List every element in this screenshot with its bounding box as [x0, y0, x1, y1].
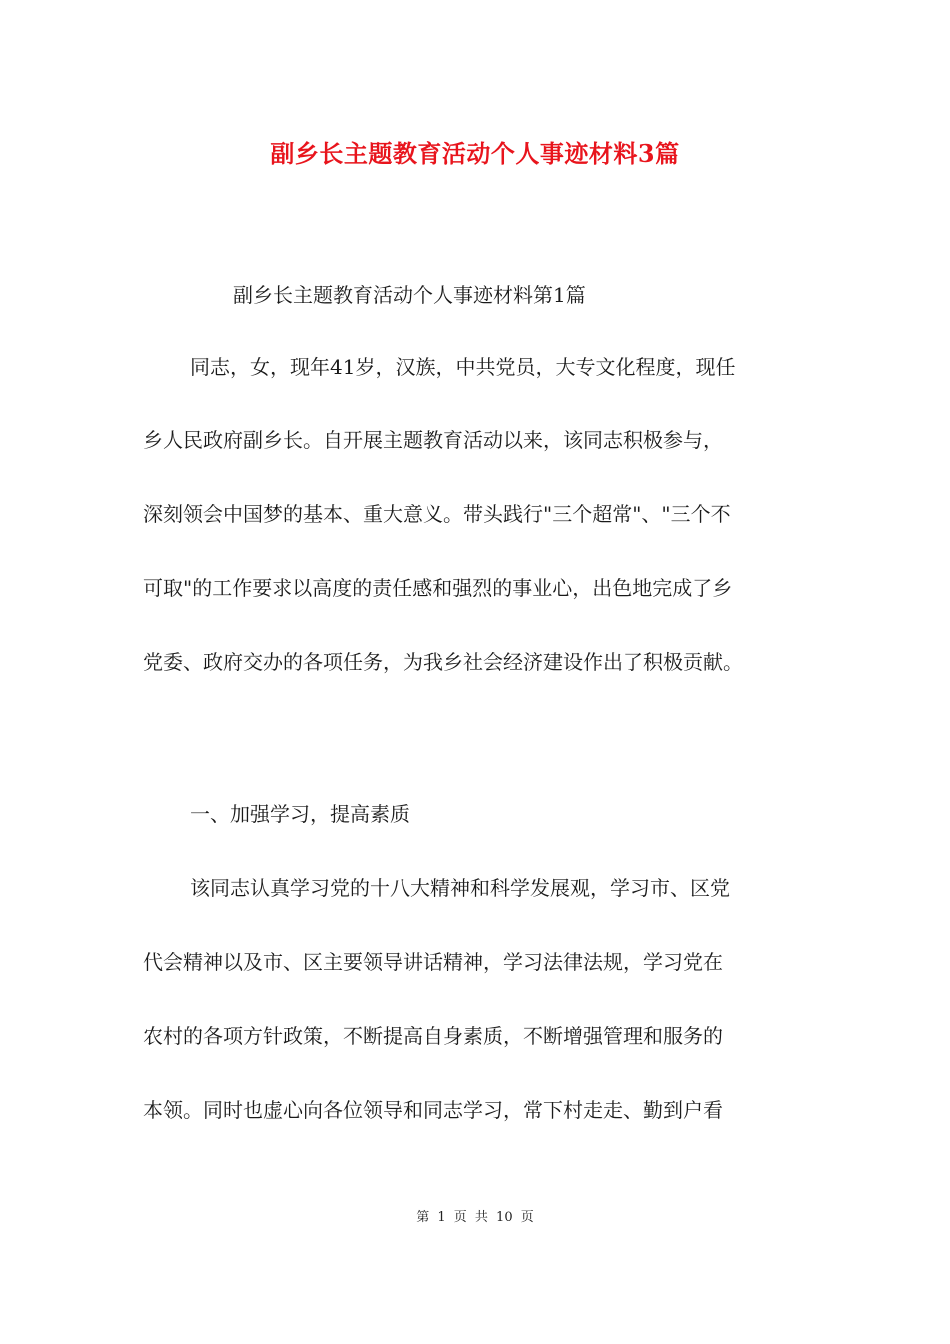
section-line-1: 该同志认真学习党的十八大精神和科学发展观，学习市、区党	[190, 876, 730, 900]
section-line-2: 代会精神以及市、区主要领导讲话精神，学习法律法规，学习党在	[143, 950, 723, 974]
section-heading: 一、加强学习，提高素质	[190, 802, 410, 826]
intro-line-4: 可取"的工作要求以高度的责任感和强烈的事业心，出色地完成了乡	[143, 576, 733, 600]
section-line-3: 农村的各项方针政策，不断提高自身素质，不断增强管理和服务的	[143, 1024, 723, 1048]
intro-line-1: 同志，女，现年41岁，汉族，中共党员，大专文化程度，现任	[190, 355, 736, 379]
intro-line-2: 乡人民政府副乡长。自开展主题教育活动以来，该同志积极参与，	[143, 428, 723, 452]
page-footer: 第 1 页 共 10 页	[416, 1210, 534, 1225]
article-subtitle: 副乡长主题教育活动个人事迹材料第1篇	[233, 283, 586, 307]
section-line-4: 本领。同时也虚心向各位领导和同志学习，常下村走走、勤到户看	[143, 1098, 723, 1122]
document-title: 副乡长主题教育活动个人事迹材料3篇	[270, 139, 680, 168]
intro-line-3: 深刻领会中国梦的基本、重大意义。带头践行"三个超常"、"三个不	[143, 502, 731, 526]
intro-line-5: 党委、政府交办的各项任务，为我乡社会经济建设作出了积极贡献。	[143, 650, 743, 674]
